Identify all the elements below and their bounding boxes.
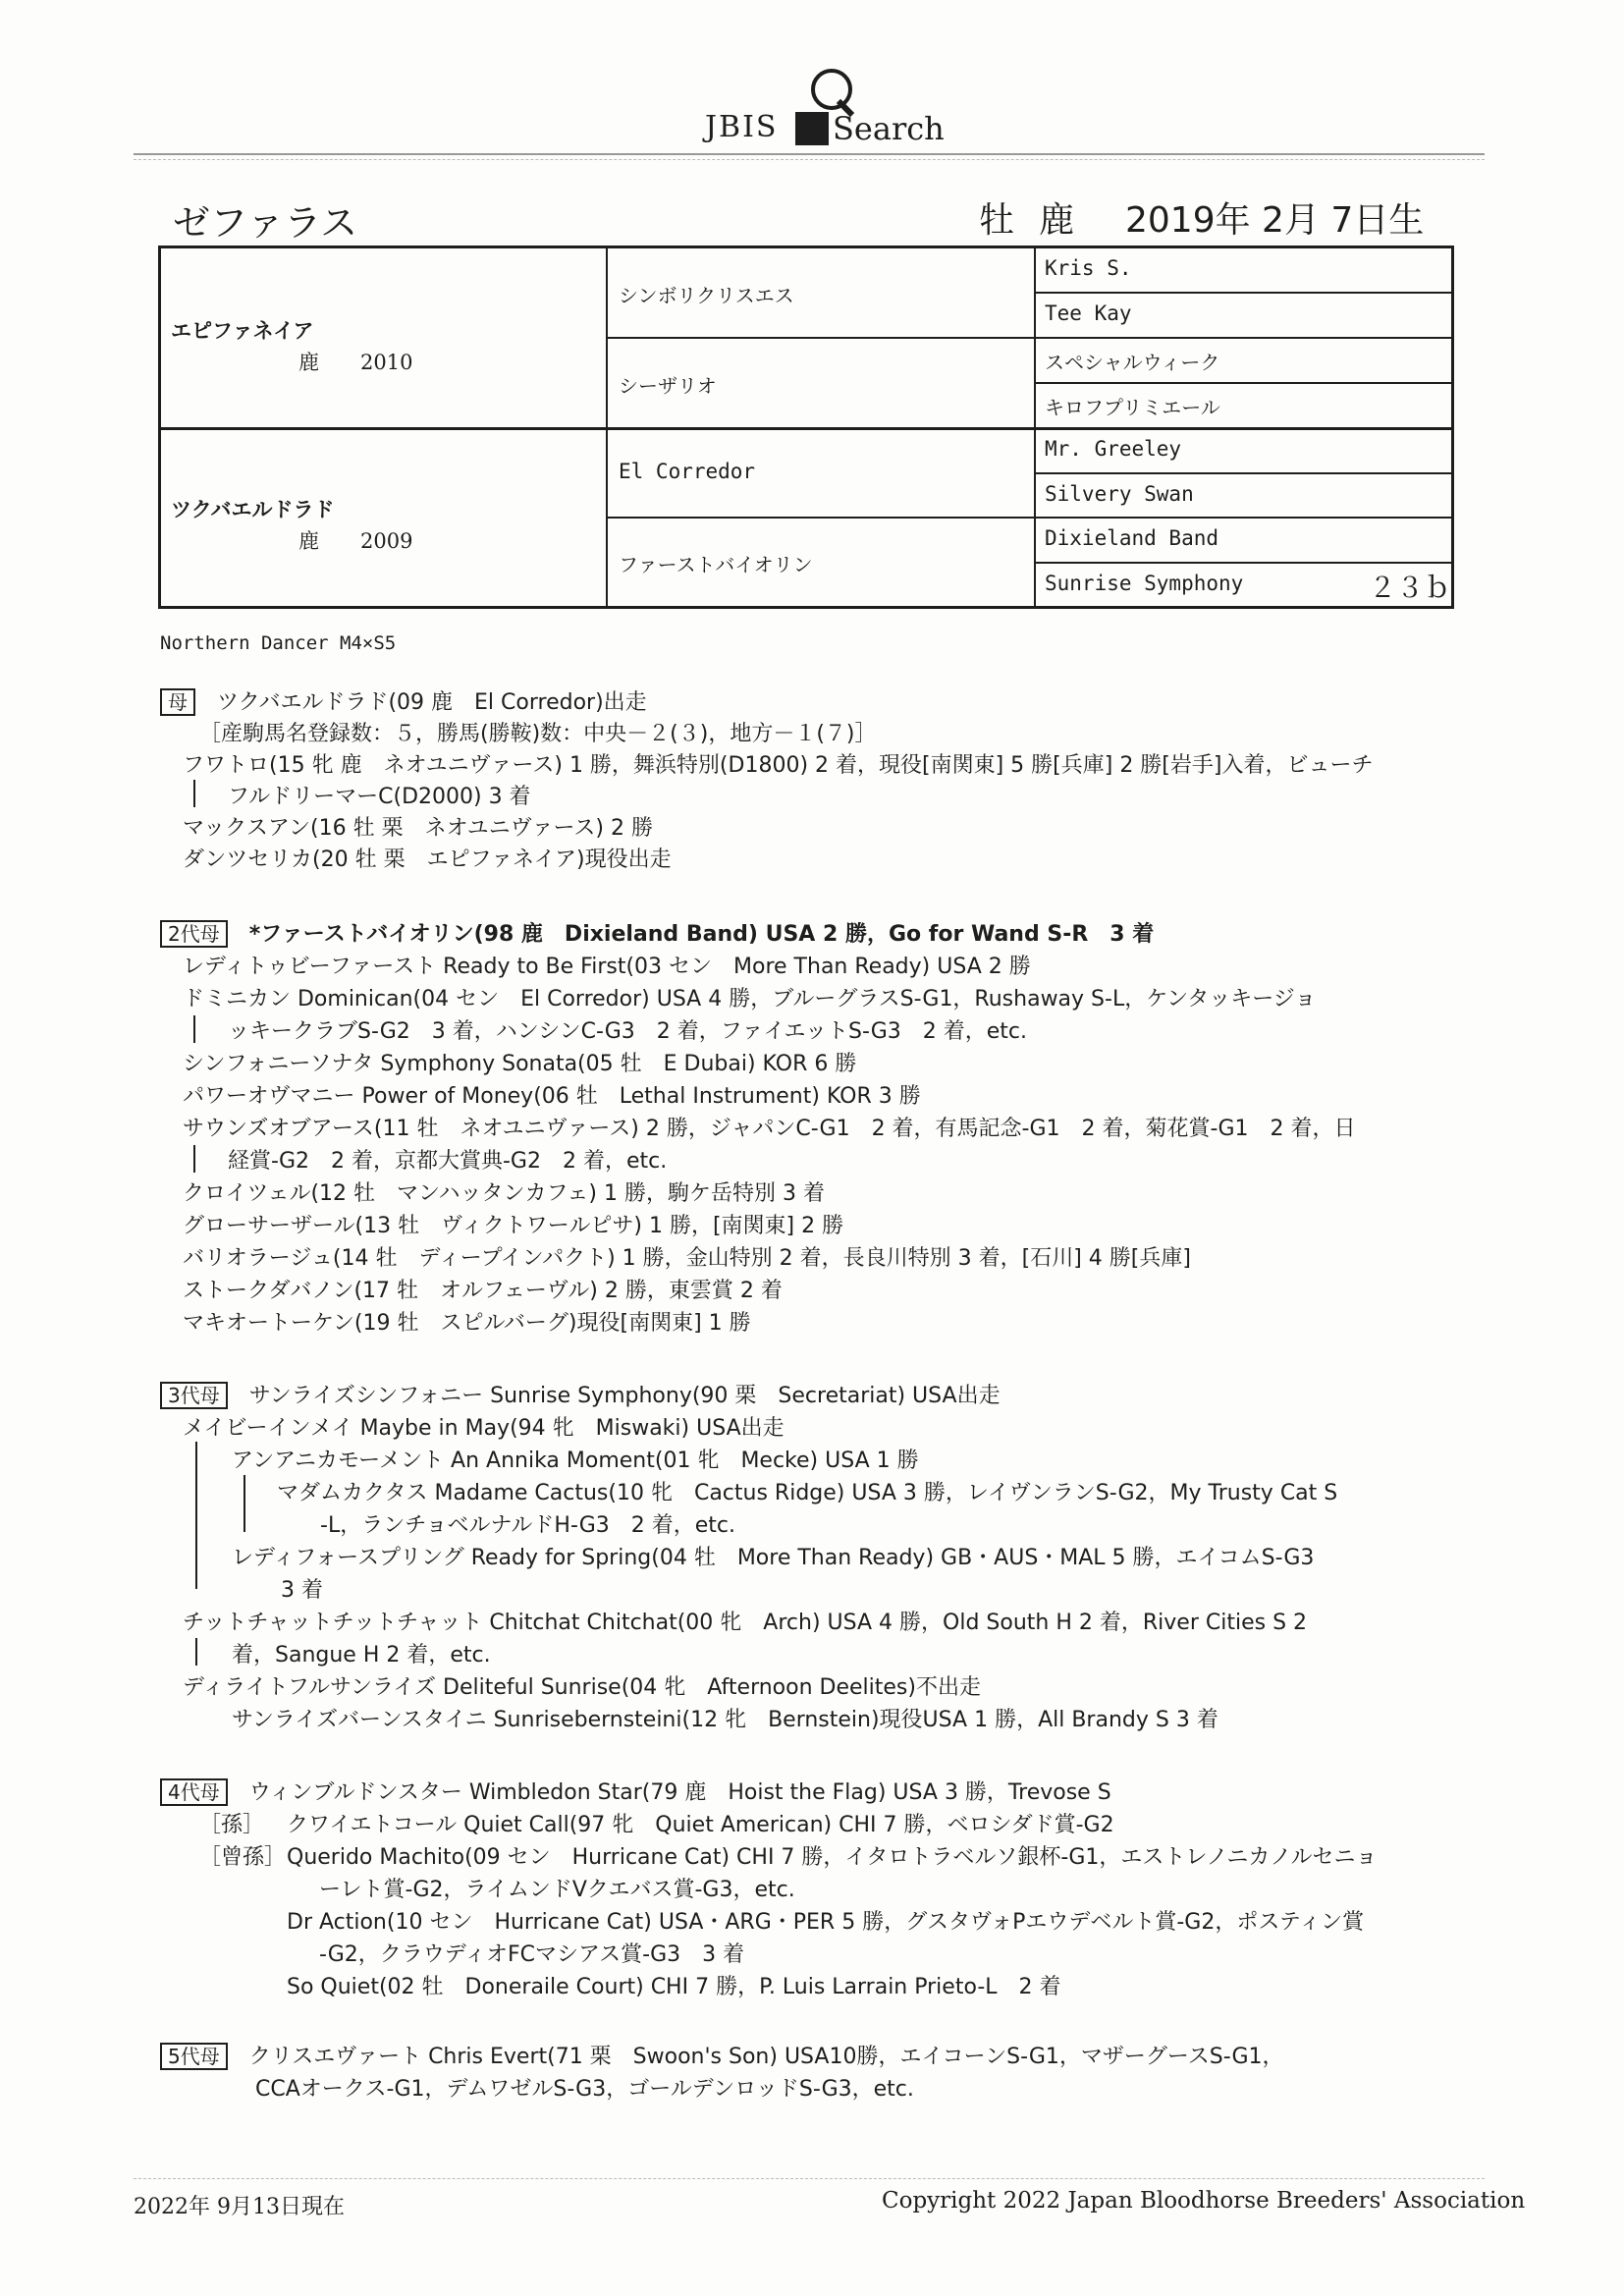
logo-search-text: Search [833,110,945,147]
sire-info: 鹿 2010 [298,351,413,374]
pedigree-table [158,246,1454,609]
gen2-dam-dam: ファーストバイオリン [619,553,813,576]
pedigree-divider [1034,382,1451,384]
gen3-3: スペシャルウィーク [1045,351,1220,374]
gdam2-section-line: ッキークラブS-G2 3 着，ハンシンC-G3 2 着，ファイエットS-G3 2 着，etc. [228,1019,1028,1044]
dam-info: 鹿 2009 [298,529,413,553]
dam-section-line: フワトロ(15 牝 鹿 ネオユニヴァース) 1 勝，舞浜特別(D1800) 2 着，現役[南関東] 5 勝[兵庫] 2 勝[岩手]入着，ビューチ [183,753,1374,778]
gdam4-section-line: So Quiet(02 牡 Doneraile Court) CHI 7 勝，P. Luis Larrain Prieto-L 2 着 [287,1975,1061,1999]
gdam2-section-line: マキオートーケン(19 牡 スピルバーグ)現役[南関東] 1 勝 [183,1311,751,1336]
pedigree-divider [1034,292,1451,294]
gdam3-section-line: ディライトフルサンライズ Deliteful Sunrise(04 牝 Afternoon Deelites)不出走 [183,1675,981,1700]
gdam2-section-line: パワーオヴマニー Power of Money(06 牡 Lethal Instrument) KOR 3 勝 [183,1084,921,1109]
pedigree-divider [606,337,1451,339]
gdam3-section-line: サンライズバーンスタイニ Sunrisebernsteini(12 牝 Bernstein)現役USA 1 勝，All Brandy S 3 着 [232,1708,1218,1732]
gdam2-section-line: シンフォニーソナタ Symphony Sonata(05 牡 E Dubai) KOR 6 勝 [183,1052,857,1076]
section-tag-4th-dam: 4代母 [160,1778,228,1806]
gdam4-section-line: ーレト賞-G2，ライムンドVクエバス賞-G3，etc. [319,1878,795,1902]
gdam4-section-line: -G2，クラウディオFCマシアス賞-G3 3 着 [319,1942,745,1967]
pedigree-divider [161,427,1451,430]
gdam4-section-line: クワイエトコール Quiet Call(97 牝 Quiet American) CHI 7 勝，ベロシダド賞-G2 [287,1813,1114,1837]
gdam3-section-line: 着，Sangue H 2 着，etc. [232,1643,491,1667]
gdam3-section-line: チットチャットチットチャット Chitchat Chitchat(00 牝 Arch) USA 4 勝，Old South H 2 着，River Cities S 2 [183,1611,1308,1635]
tree-connector [193,1145,195,1173]
gen3-4: キロフプリミエール [1045,396,1220,419]
inbreeding-note: Northern Dancer M4×S5 [160,632,397,654]
dam-section-line: 母 ツクバエルドラド(09 鹿 El Corredor)出走 [160,685,647,716]
gen3-2: Tee Kay [1045,301,1132,325]
section-tag-3rd-dam: 3代母 [160,1382,228,1409]
tree-connector [244,1475,245,1532]
logo-horse-mark [795,112,829,145]
gdam2-section-line: 2代母 *ファーストバイオリン(98 鹿 Dixieland Band) USA 2 勝，Go for Wand S-R 3 着 [160,917,1154,948]
gdam2-section-line: グローサーザール(13 牡 ヴィクトワールピサ) 1 勝，[南関東] 2 勝 [183,1214,844,1238]
gdam2-section-line: ドミニカン Dominican(04 セン El Corredor) USA 4 勝，ブルーグラスS-G1，Rushaway S-L，ケンタッキージョ [183,987,1317,1011]
gen2-sire-dam: シーザリオ [619,374,717,398]
horse-color: 鹿 [1039,200,1075,241]
gen2-dam-sire: El Corredor [619,460,756,483]
gen3-1: Kris S. [1045,256,1132,280]
sire-name: エピファネイア [171,319,314,343]
gdam2-section-line: サウンズオブアース(11 牡 ネオユニヴァース) 2 勝，ジャパンC-G1 2 着，有馬記念-G1 2 着，菊花賞-G1 2 着，日 [183,1117,1356,1141]
dam-section-line: フルドリーマーC(D2000) 3 着 [228,785,531,809]
tree-connector [195,1442,197,1589]
tree-connector [195,1638,197,1666]
gdam4-section-line: Dr Action(10 セン Hurricane Cat) USA・ARG・PER 5 勝，グスタヴォPエウデベルト賞-G2，ポスティン賞 [287,1910,1365,1935]
tree-connector [193,1015,195,1043]
gdam2-section-line: 経賞-G2 2 着，京都大賞典-G2 2 着，etc. [228,1149,668,1174]
gdam2-section-line: ストークダバノン(17 牡 オルフェーヴル) 2 勝，東雲賞 2 着 [183,1279,783,1303]
gdam2-section-line: クロイツェル(12 牡 マンハッタンカフェ) 1 勝，駒ケ岳特別 3 着 [183,1181,825,1206]
horse-sex: 牡 [979,200,1025,241]
gdam4-section-line: Querido Machito(09 セン Hurricane Cat) CHI 7 勝，イタロトラベルソ銀杯-G1，エストレノニカノルセニョ [287,1845,1378,1870]
gdam3-section-line: アンアニカモーメント An Annika Moment(01 牝 Mecke) USA 1 勝 [232,1449,919,1473]
gdam3-section-line: レディフォースプリング Ready for Spring(04 牡 More Than Ready) GB・AUS・MAL 5 勝，エイコムS-G3 [232,1546,1315,1570]
gdam3-section-line: メイビーインメイ Maybe in May(94 牝 Miswaki) USA出走 [183,1416,785,1441]
header-rule [134,153,1485,155]
family-number: ２３ｂ [1369,572,1452,604]
gdam3-section-line: マダムカクタス Madame Cactus(10 牝 Cactus Ridge) USA 3 勝，レイヴンランS-G2，My Trusty Cat S [277,1481,1338,1505]
gdam5-section-line: 5代母 クリスエヴァート Chris Evert(71 栗 Swoon's Son) USA10勝，エイコーンS-G1，マザーグースS-G1， [160,2040,1284,2070]
section-tag-dam: 母 [160,688,195,716]
dam-section-line: マックスアン(16 牡 栗 ネオユニヴァース) 2 勝 [183,816,653,841]
logo-jbis-text: JBIS [705,110,779,144]
gen2-sire-sire: シンボリクリスエス [619,284,794,307]
gdam4-grandchild-tag: ［孫］ [199,1813,265,1837]
gen3-7: Dixieland Band [1045,526,1219,550]
section-tag-2nd-dam: 2代母 [160,920,228,948]
pedigree-divider [1034,562,1451,564]
jbis-search-logo [699,65,945,153]
gdam2-section-line: バリオラージュ(14 牡 ディープインパクト) 1 勝，金山特別 2 着，長良川特別 3 着，[石川] 4 勝[兵庫] [183,1246,1191,1271]
section-tag-5th-dam: 5代母 [160,2043,228,2070]
header-rule-dashed [134,159,1485,160]
horse-name: ゼファラス [173,201,358,245]
footer-rule [134,2178,1485,2179]
gen3-8: Sunrise Symphony [1045,572,1244,595]
gdam3-section-line: 3 着 [281,1578,323,1603]
pedigree-divider [1034,472,1451,474]
gdam3-section-line: 3代母 サンライズシンフォニー Sunrise Symphony(90 栗 Secretariat) USA出走 [160,1379,1001,1409]
gen3-6: Silvery Swan [1045,482,1194,506]
footer-date: 2022年 9月13日現在 [134,2195,345,2219]
dam-name: ツクバエルドラド [171,498,335,521]
gen3-5: Mr. Greeley [1045,437,1182,461]
dam-section-line: ダンツセリカ(20 牡 栗 エピファネイア)現役出走 [183,847,672,872]
tree-connector [193,780,195,807]
gdam4-great-grandchild-tag: ［曾孫］ [199,1845,287,1870]
horse-birthdate: 2019年 2月 7日生 [1125,200,1425,241]
gdam4-section-line: 4代母 ウィンブルドンスター Wimbledon Star(79 鹿 Hoist the Flag) USA 3 勝，Trevose S [160,1776,1111,1806]
footer-copyright: Copyright 2022 Japan Bloodhorse Breeders' Association [882,2188,1526,2214]
gdam2-section-line: レディトゥビーファースト Ready to Be First(03 セン More Than Ready) USA 2 勝 [183,955,1031,979]
gdam5-section-line: CCAオークス-G1，デムワゼルS-G3，ゴールデンロッドS-G3，etc. [255,2077,914,2102]
gdam3-section-line: -L，ランチョベルナルドH-G3 2 着，etc. [320,1513,736,1538]
dam-section-line: ［産駒馬名登録数：５，勝馬(勝鞍)数：中央－２(３)，地方－１(７)］ [199,722,877,746]
pedigree-divider [606,517,1451,519]
